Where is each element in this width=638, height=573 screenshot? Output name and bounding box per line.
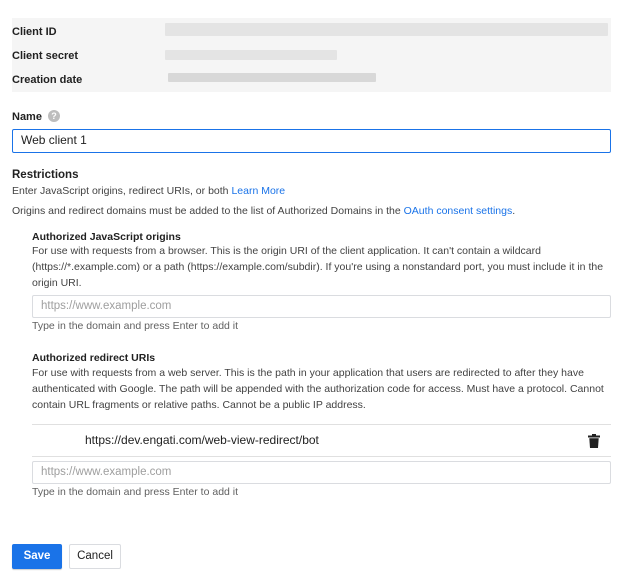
trash-icon[interactable] <box>588 434 600 448</box>
restrictions-intro-text: Enter JavaScript origins, redirect URIs, or both <box>12 185 229 197</box>
js-origins-description: For use with requests from a browser. This is the origin URI of the client application. It can't contain a wildcard (https://*.example.com) or a path (https://example.com/subdir). If you're using a nonstandard port, you must include it in the origin URI. <box>32 245 604 289</box>
help-circle-icon[interactable]: ? <box>48 110 60 122</box>
learn-more-link[interactable]: Learn More <box>231 185 286 197</box>
redirect-uris-description: For use with requests from a web server. This is the path in your application that users are redirected to after they have authenticated with Google. The path will be appended with the authorization code for access. Must have a protocol. Cannot contain URL fragments or relative paths. Cannot be a public IP address. <box>32 367 604 411</box>
cancel-button[interactable]: Cancel <box>69 544 121 569</box>
save-button[interactable]: Save <box>12 544 62 569</box>
creation-date-label: Creation date <box>12 74 83 86</box>
redirect-uri-value: https://dev.engati.com/web-view-redirect/bot <box>85 433 319 447</box>
restrictions-heading: Restrictions <box>12 169 79 181</box>
client-secret-label: Client secret <box>12 50 79 62</box>
oauth-consent-settings-link[interactable]: OAuth consent settings <box>403 205 513 217</box>
name-input[interactable]: Web client 1 <box>12 129 611 153</box>
name-label: Name <box>12 111 42 123</box>
client-secret-value-redacted <box>165 50 337 60</box>
js-origin-input[interactable]: https://www.example.com <box>32 295 611 318</box>
redirect-uri-input[interactable]: https://www.example.com <box>32 461 611 484</box>
authorized-domains-note-text: Origins and redirect domains must be added to the list of Authorized Domains in the <box>12 205 401 217</box>
redirect-uri-item <box>32 424 611 457</box>
authorized-domains-note-suffix: . <box>512 205 516 217</box>
redirect-uri-hint: Type in the domain and press Enter to add it <box>32 486 239 498</box>
js-origins-heading: Authorized JavaScript origins <box>32 231 181 243</box>
redirect-uris-heading: Authorized redirect URIs <box>32 352 156 364</box>
restrictions-intro <box>12 184 285 200</box>
js-origin-hint: Type in the domain and press Enter to add it <box>32 320 239 332</box>
authorized-domains-note <box>12 204 515 220</box>
creation-date-value-redacted <box>168 73 376 82</box>
client-id-value-redacted <box>165 23 608 36</box>
client-id-label: Client ID <box>12 26 57 38</box>
